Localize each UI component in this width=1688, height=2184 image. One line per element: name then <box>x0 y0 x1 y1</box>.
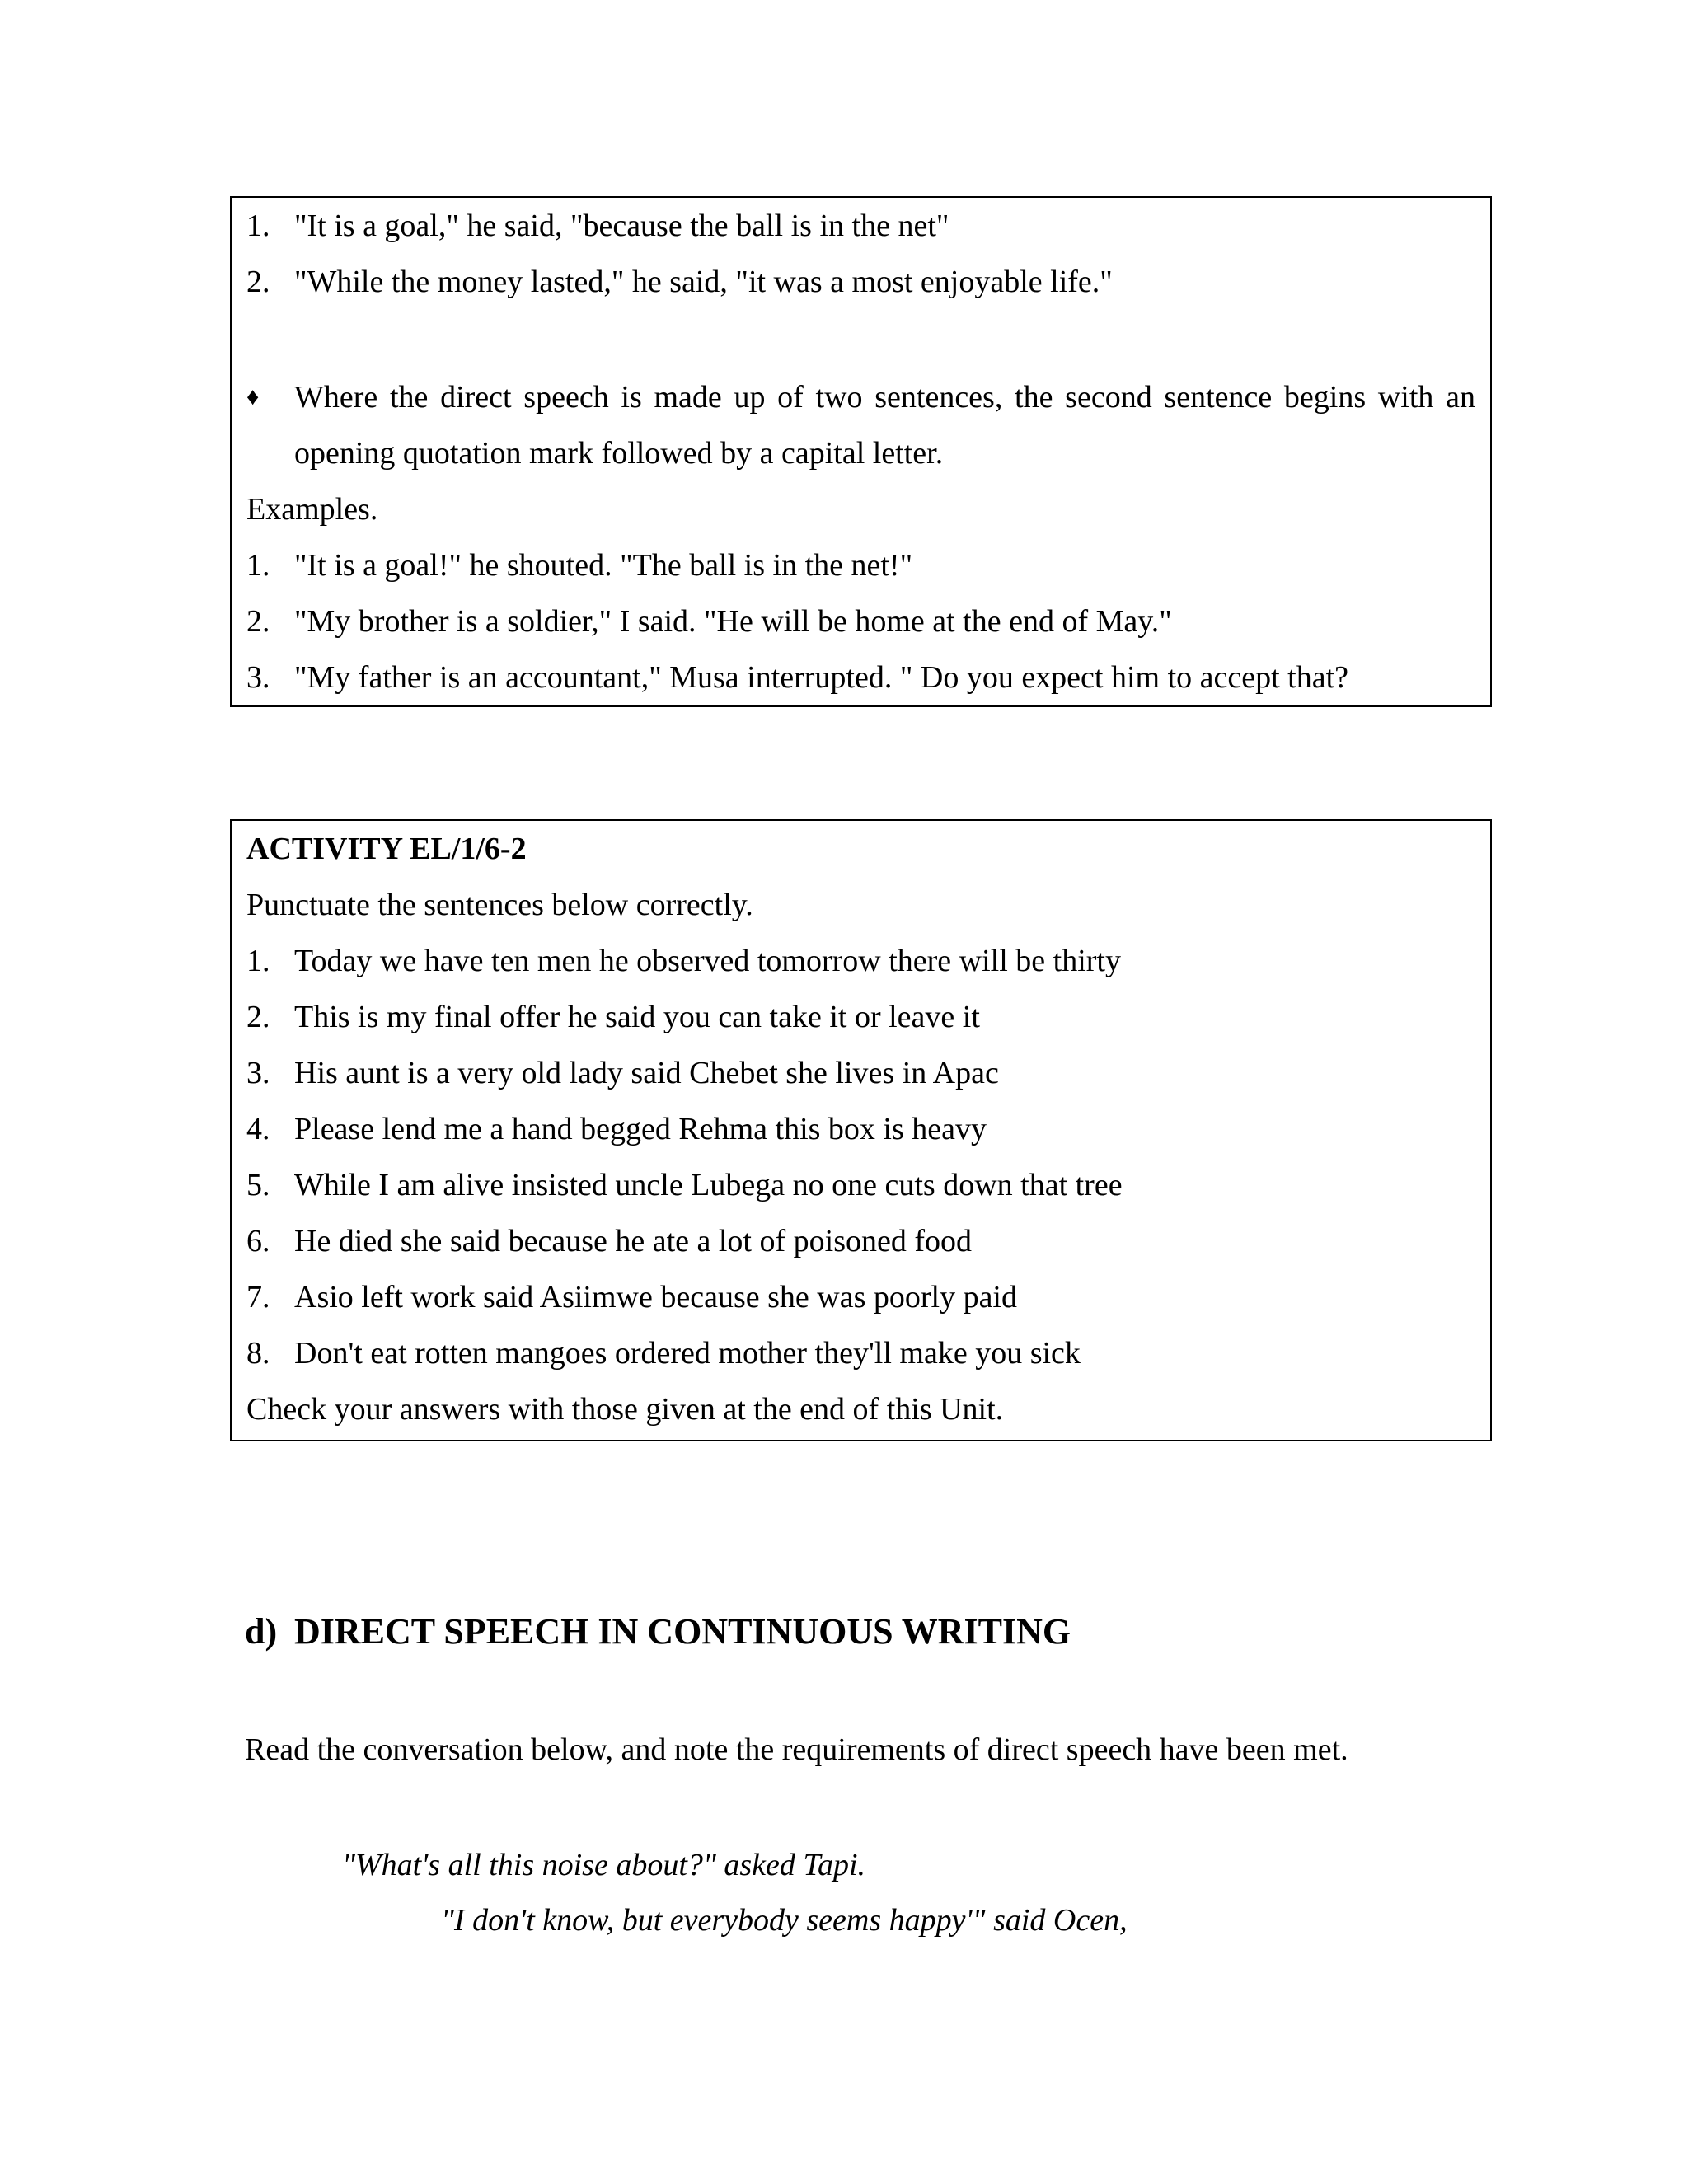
rule-text: Where the direct speech is made up of two sentences, the second sentence begins with an opening quotation mark followed by a capital letter. <box>294 380 1475 471</box>
section-intro: Read the conversation below, and note the requirements of direct speech have been met. <box>245 1732 1348 1767</box>
spacer <box>246 310 1475 369</box>
activity-instruction: Punctuate the sentences below correctly. <box>246 888 753 922</box>
list-number: 6. <box>246 1224 270 1258</box>
example-line <box>246 537 1475 593</box>
activity-item-text: Today we have ten men he observed tomorrow there will be thirty <box>294 944 1121 978</box>
section-title: DIRECT SPEECH IN CONTINUOUS WRITING <box>294 1611 1071 1652</box>
activity-item-text: Asio left work said Asiimwe because she was poorly paid <box>294 1280 1017 1315</box>
example-text: "While the money lasted," he said, "it was a most enjoyable life." <box>294 265 1113 299</box>
activity-item <box>246 1045 1475 1101</box>
list-number: 3. <box>246 1056 270 1090</box>
conversation-line: "I don't know, but everybody seems happy'" said Ocen, <box>441 1903 1128 1938</box>
diamond-bullet-icon: ♦ <box>246 383 260 410</box>
activity-item <box>246 1269 1475 1325</box>
list-number: 7. <box>246 1280 270 1315</box>
example-text: "It is a goal!" he shouted. "The ball is in the net!" <box>294 548 913 583</box>
examples-box <box>230 196 1492 707</box>
section-number: d) <box>245 1611 278 1652</box>
list-number: 1. <box>246 944 270 978</box>
list-number: 2. <box>246 1000 270 1034</box>
section-heading <box>245 1607 1071 1657</box>
example-text: "My father is an accountant," Musa interrupted. " Do you expect him to accept that? <box>294 660 1349 695</box>
activity-title: ACTIVITY EL/1/6-2 <box>246 832 527 866</box>
activity-item-text: While I am alive insisted uncle Lubega no one cuts down that tree <box>294 1168 1123 1202</box>
list-number: 5. <box>246 1168 270 1202</box>
activity-item <box>246 1213 1475 1269</box>
activity-item <box>246 933 1475 989</box>
activity-item-text: This is my final offer he said you can take it or leave it <box>294 1000 980 1034</box>
example-line <box>246 649 1475 705</box>
conversation-line: "What's all this noise about?" asked Tapi. <box>342 1848 866 1882</box>
activity-item-text: His aunt is a very old lady said Chebet she lives in Apac <box>294 1056 999 1090</box>
rule-bullet <box>246 369 1475 481</box>
example-line <box>246 593 1475 649</box>
activity-item-text: He died she said because he ate a lot of poisoned food <box>294 1224 973 1258</box>
activity-item-text: Don't eat rotten mangoes ordered mother they'll make you sick <box>294 1336 1081 1371</box>
activity-item-text: Please lend me a hand begged Rehma this box is heavy <box>294 1112 987 1146</box>
list-number: 4. <box>246 1112 270 1146</box>
example-line <box>246 254 1475 310</box>
example-line <box>246 198 1475 254</box>
list-number: 3. <box>246 660 270 695</box>
activity-footer: Check your answers with those given at the end of this Unit. <box>246 1392 1004 1427</box>
list-number: 1. <box>246 548 270 583</box>
list-number: 8. <box>246 1336 270 1371</box>
activity-box <box>230 819 1492 1441</box>
example-text: "My brother is a soldier," I said. "He will be home at the end of May." <box>294 604 1172 639</box>
activity-item <box>246 1157 1475 1213</box>
activity-item <box>246 1325 1475 1381</box>
list-number: 2. <box>246 604 270 639</box>
examples-label: Examples. <box>246 492 378 527</box>
example-text: "It is a goal," he said, "because the ball is in the net" <box>294 209 950 243</box>
list-number: 1. <box>246 209 270 243</box>
activity-item <box>246 1101 1475 1157</box>
activity-item <box>246 989 1475 1045</box>
list-number: 2. <box>246 265 270 299</box>
